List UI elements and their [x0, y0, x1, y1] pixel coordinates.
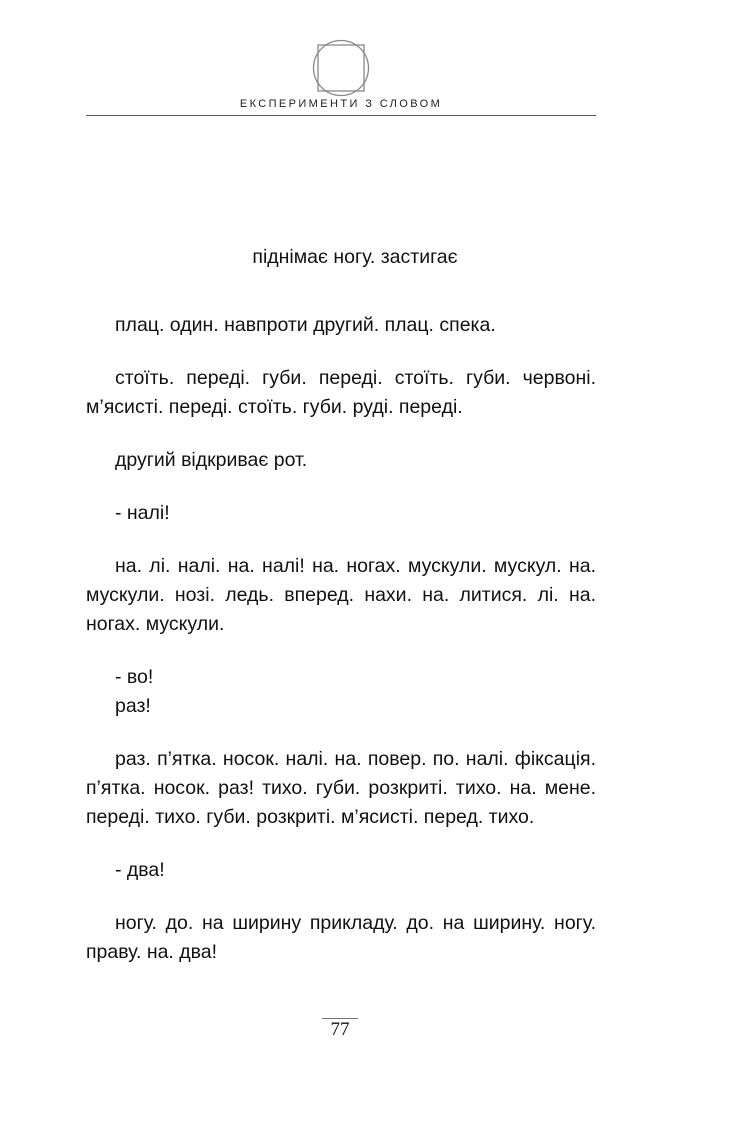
dialogue-line: - два! — [115, 859, 165, 881]
paragraph: стоїть. переді. губи. переді. стоїть. губи. червоні. м’ясисті. переді. стоїть. губи. руді. переді. — [86, 367, 596, 418]
paragraph: раз. п’ятка. носок. налі. на. повер. по. налі. фіксація. п’ятка. носок. раз! тихо. губи. розкриті. тихо. на. мене. переді. тихо. губи. розкриті. м’ясисті. перед. тихо. — [86, 748, 596, 828]
paragraph: ногу. до. на ширину прикладу. до. на ширину. ногу. праву. на. два! — [86, 912, 596, 963]
block-gap — [86, 721, 596, 745]
dialogue-line: - во! — [115, 666, 154, 688]
text-body — [86, 243, 596, 991]
header-rule — [86, 115, 596, 116]
paragraph: на. лі. налі. на. налі! на. ногах. мускули. мускул. на. мускули. нозі. ледь. вперед. нахи. на. литися. лі. на. ногах. мускули. — [86, 555, 596, 635]
dialogue-line: раз! — [115, 695, 151, 717]
page-number: 77 — [330, 1019, 350, 1040]
paragraph: плац. один. навпроти другий. плац. спека. — [115, 314, 496, 336]
section-title: піднімає ногу. застигає — [252, 246, 458, 268]
circle-square-logo-icon — [312, 39, 370, 97]
paragraph: другий відкриває рот. — [115, 449, 308, 471]
running-header: ЕКСПЕРИМЕНТИ З СЛОВОМ — [239, 98, 443, 110]
dialogue-line: - налі! — [115, 502, 170, 524]
